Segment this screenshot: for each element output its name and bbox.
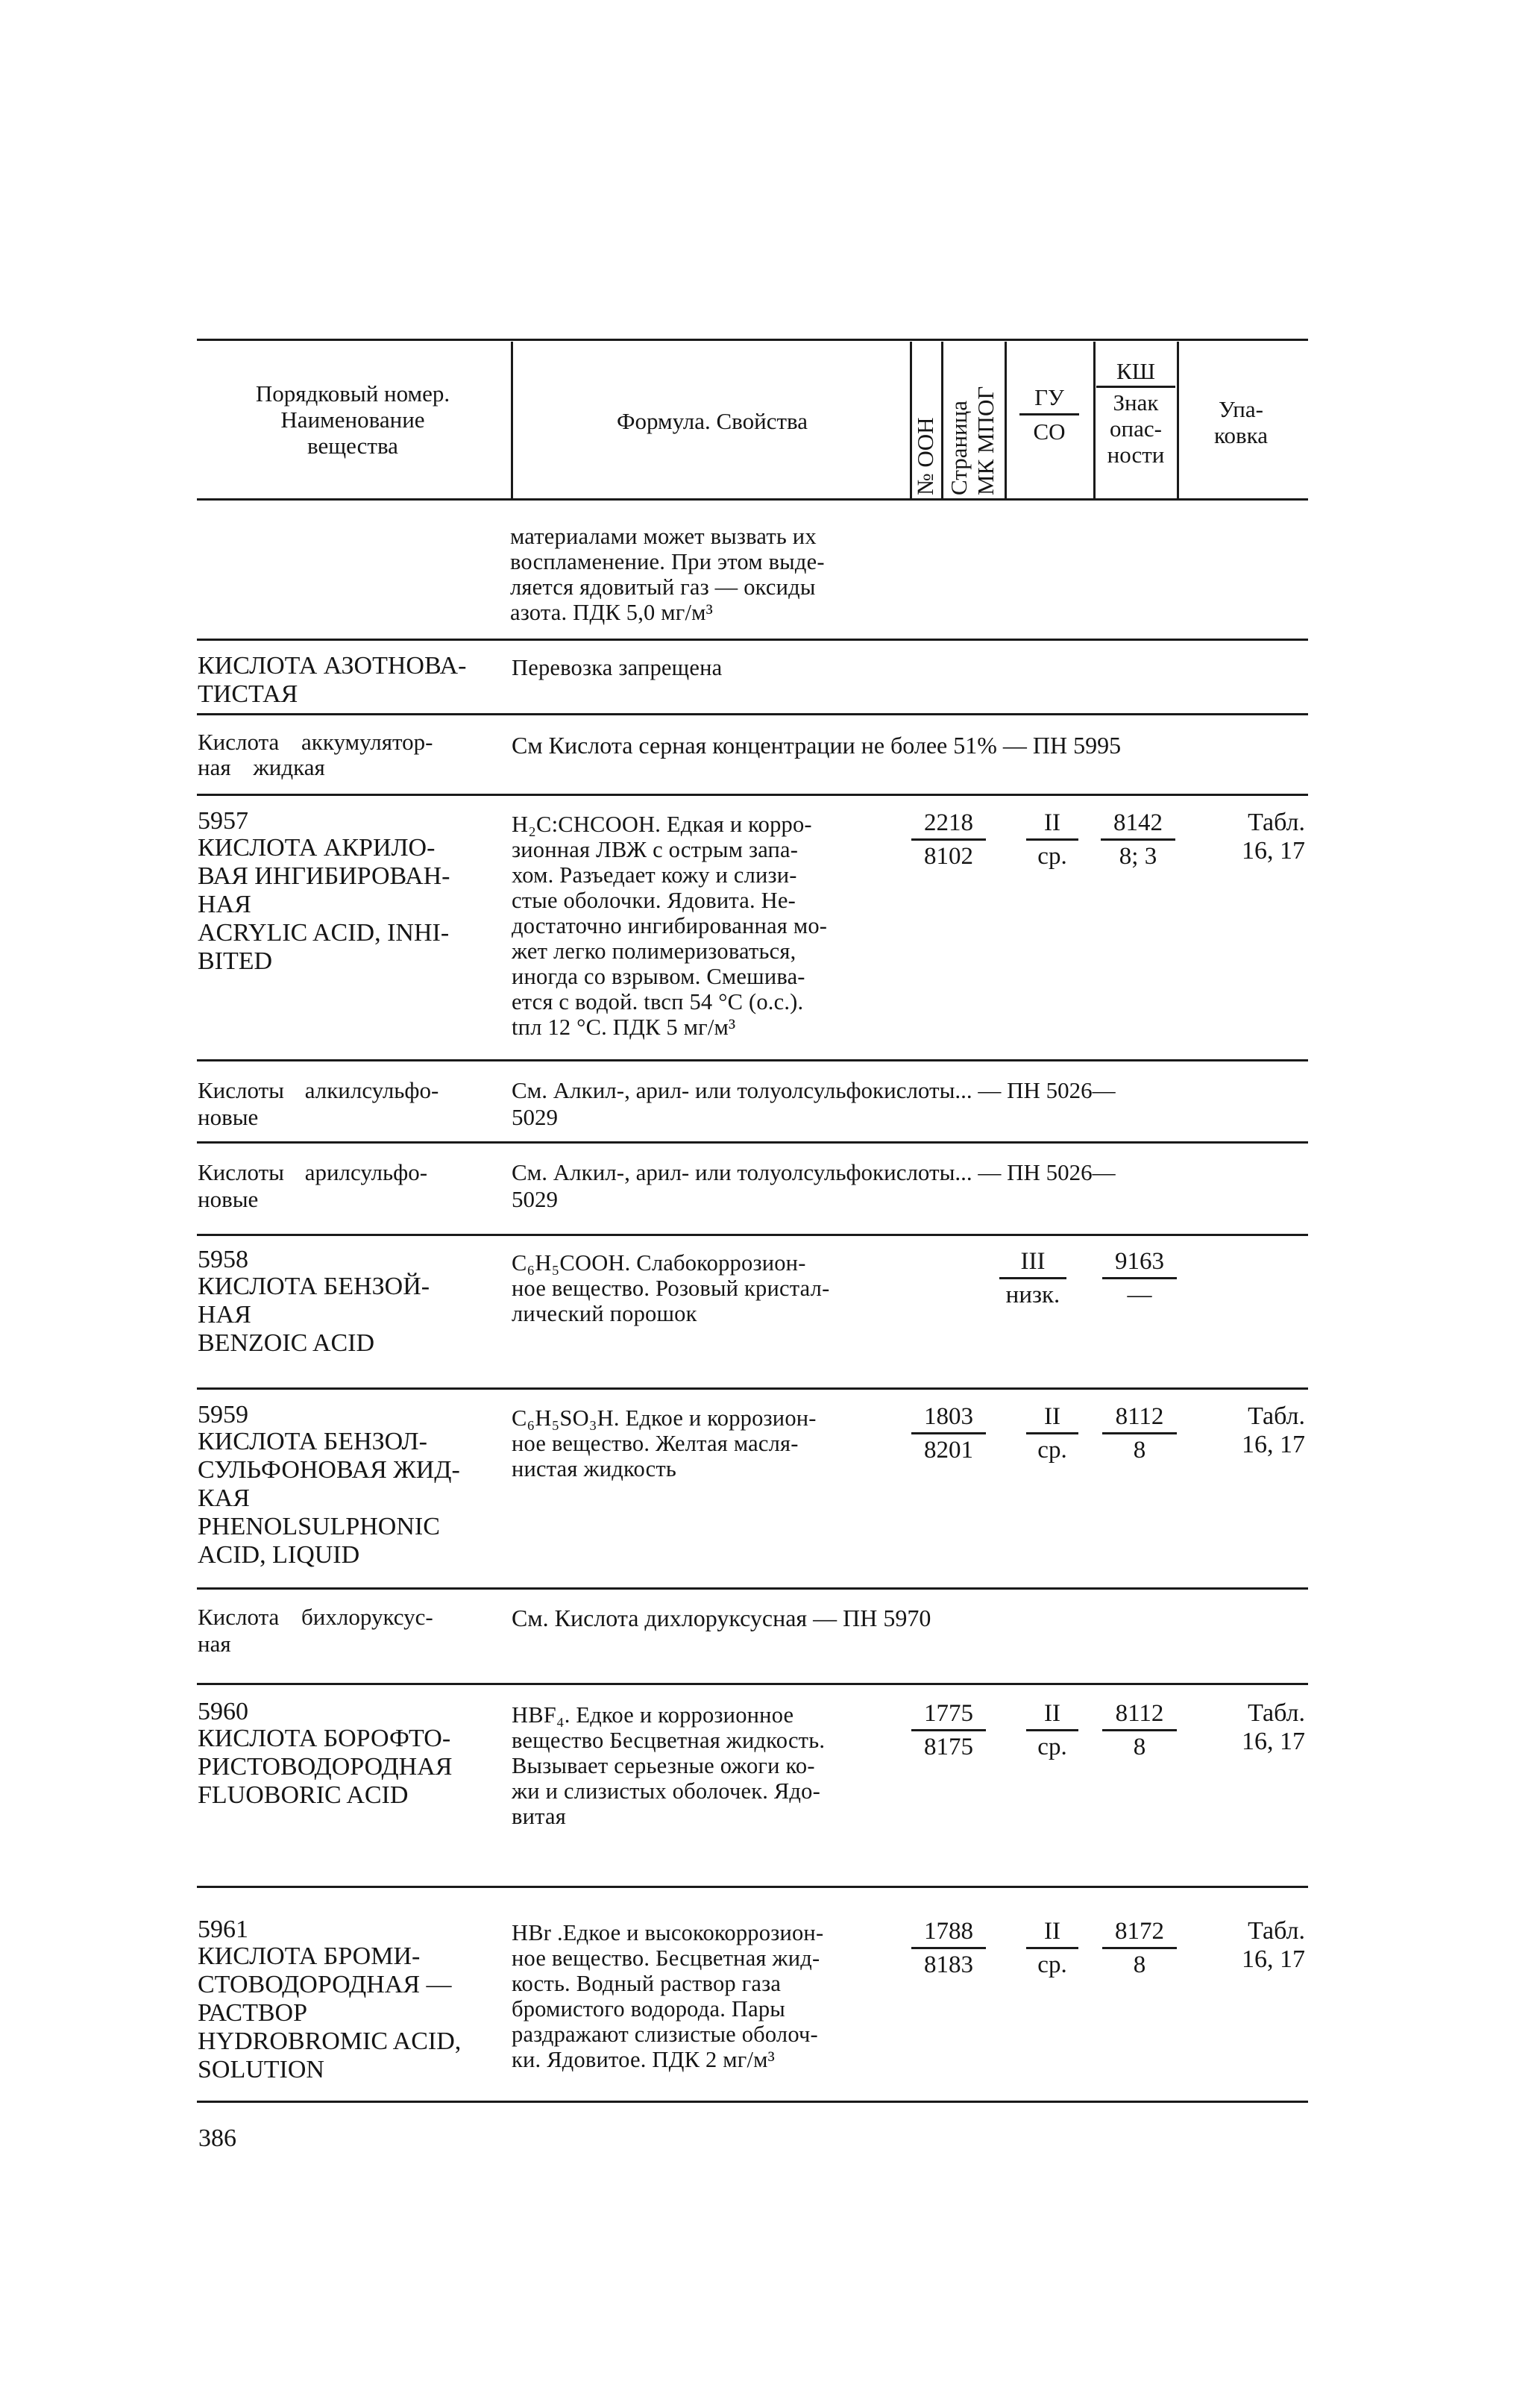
header-col-name: Порядковый номер. Наименование вещества	[255, 380, 450, 459]
header-divider	[1093, 342, 1096, 498]
gu-co-fraction	[1026, 809, 1078, 871]
danger-sign: 8	[1133, 1951, 1146, 1978]
gu-co-fraction	[999, 1247, 1066, 1309]
entry-name: Кислота бихлоруксус- ная	[198, 1604, 433, 1657]
entry-rule	[197, 639, 1308, 641]
header-top-rule	[197, 339, 1308, 341]
entry-name: Кислоты алкилсульфо- новые	[198, 1077, 439, 1130]
entry-properties: Перевозка запрещена	[512, 655, 723, 680]
header-divider	[1005, 342, 1007, 498]
header-col-page: Страница МК МПОГ	[946, 386, 999, 495]
co-value: ср.	[1037, 1951, 1067, 1978]
gu-value: II	[1026, 1917, 1078, 1949]
ksh-value: 8142	[1101, 809, 1175, 841]
entry-name: Кислоты арилсульфо- новые	[198, 1159, 428, 1212]
entry-name: КИСЛОТА БЕНЗОЛ- СУЛЬФОНОВАЯ ЖИД- КАЯ PHENOLSULPHONIC ACID, LIQUID	[198, 1428, 460, 1569]
entry-name: КИСЛОТА БЕНЗОЙ- НАЯ BENZOIC ACID	[198, 1273, 430, 1357]
header-bottom-rule	[197, 498, 1308, 501]
page-number: 386	[198, 2124, 236, 2152]
entry-properties: HBr .Едкое и высококоррозион- ное вещество. Бесцветная жид- кость. Водный раствор газа бромистого водорода. Пары раздражают слизистые оболоч- ки. Ядовитое. ПДК 2 мг/м³	[512, 1920, 824, 2072]
un-number: 1803	[911, 1402, 986, 1434]
un-page-fraction	[911, 1699, 986, 1761]
header-col-pack: Упа- ковка	[1214, 396, 1268, 448]
un-number: 1775	[911, 1699, 986, 1731]
ksh-sign-fraction	[1102, 1247, 1177, 1309]
header-col-ksh-top: КШ	[1096, 358, 1175, 388]
entry-properties: C₆H₅COOH. Слабокоррозион- ное вещество. Розовый кристал- лический порошок	[512, 1250, 830, 1326]
co-value: низк.	[1005, 1282, 1060, 1308]
gu-value: II	[1026, 1402, 1078, 1434]
packing-ref: Табл. 16, 17	[1242, 1699, 1305, 1755]
header-col-gu-bottom: СО	[1033, 418, 1066, 445]
co-value: ср.	[1037, 843, 1067, 870]
gu-value: III	[999, 1247, 1066, 1279]
ksh-sign-fraction	[1102, 1402, 1177, 1464]
header-col-gu-top: ГУ	[1019, 384, 1079, 415]
packing-ref: Табл. 16, 17	[1242, 1917, 1305, 1973]
ksh-value: 8112	[1102, 1699, 1177, 1731]
entry-rule	[197, 1886, 1308, 1888]
entry-rule	[197, 794, 1308, 796]
danger-sign: 8	[1133, 1734, 1146, 1760]
co-value: ср.	[1037, 1437, 1067, 1464]
ksh-sign-fraction	[1101, 809, 1175, 871]
ksh-sign-fraction	[1102, 1917, 1177, 1979]
entry-properties: HBF₄. Едкое и коррозионное вещество Бесцветная жидкость. Вызывает серьезные ожоги ко- жи и слизистых оболочек. Ядо- витая	[512, 1702, 826, 1829]
header-divider	[511, 342, 513, 498]
entry-rule	[197, 1683, 1308, 1685]
gu-value: II	[1026, 1699, 1078, 1731]
entry-name: КИСЛОТА БОРОФТО- РИСТОВОДОРОДНАЯ FLUOBORIC ACID	[198, 1725, 453, 1809]
gu-co-fraction	[1026, 1917, 1078, 1979]
entry-number: 5958	[198, 1246, 248, 1273]
page-bottom-rule	[197, 2101, 1308, 2103]
header-divider	[1177, 342, 1179, 498]
gu-value: II	[1026, 809, 1078, 841]
danger-sign: 8; 3	[1119, 843, 1157, 870]
header-col-gu	[1008, 384, 1090, 445]
entry-number: 5959	[198, 1401, 248, 1428]
entry-rule	[197, 1141, 1308, 1144]
ksh-sign-fraction	[1102, 1699, 1177, 1761]
entry-properties: См. Кислота дихлоруксусная — ПН 5970	[512, 1605, 931, 1631]
header-divider	[941, 342, 943, 498]
entry-rule	[197, 713, 1308, 715]
entry-properties: C₆H₅SO₃H. Едкое и коррозион- ное вещество. Желтая масля- нистая жидкость	[512, 1405, 817, 1481]
entry-number: 5957	[198, 807, 248, 835]
header-col-formula: Формула. Свойства	[617, 408, 808, 434]
entry-name: КИСЛОТА БРОМИ- СТОВОДОРОДНАЯ — РАСТВОР HYDROBROMIC ACID, SOLUTION	[198, 1942, 462, 2083]
entry-name: Кислота аккумулятор- ная жидкая	[198, 729, 433, 780]
gu-co-fraction	[1026, 1402, 1078, 1464]
co-value: ср.	[1037, 1734, 1067, 1760]
ksh-value: 8112	[1102, 1402, 1177, 1434]
gu-co-fraction	[1026, 1699, 1078, 1761]
entry-rule	[197, 1387, 1308, 1390]
entry-rule	[197, 1234, 1308, 1236]
entry-name: КИСЛОТА АКРИЛО- ВАЯ ИНГИБИРОВАН- НАЯ ACRYLIC ACID, INHI- BITED	[198, 834, 450, 975]
danger-sign: —	[1127, 1282, 1152, 1308]
entry-properties: См Кислота серная концентрации не более 51% — ПН 5995	[512, 732, 1122, 759]
entry-rule	[197, 1059, 1308, 1061]
mk-page: 8201	[924, 1437, 973, 1464]
entry-rule	[197, 1587, 1308, 1590]
mk-page: 8175	[924, 1734, 973, 1760]
header-col-un: № ООН	[912, 417, 938, 495]
entry-number: 5960	[198, 1698, 248, 1725]
header-col-ksh-bottom: Знак опас- ности	[1107, 389, 1165, 468]
entry-number: 5961	[198, 1916, 248, 1943]
mk-page: 8102	[924, 843, 973, 870]
header-col-ksh	[1096, 358, 1175, 468]
ksh-value: 9163	[1102, 1247, 1177, 1279]
danger-sign: 8	[1133, 1437, 1146, 1464]
un-page-fraction	[911, 1402, 986, 1464]
un-number: 2218	[911, 809, 986, 841]
entry-name: КИСЛОТА АЗОТНОВА- ТИСТАЯ	[198, 652, 467, 708]
continuation-text: материалами может вызвать их воспламенение. При этом выде- ляется ядовитый газ — оксиды азота. ПДК 5,0 мг/м³	[510, 524, 825, 625]
ksh-value: 8172	[1102, 1917, 1177, 1949]
mk-page: 8183	[924, 1951, 973, 1978]
un-page-fraction	[911, 809, 986, 871]
packing-ref: Табл. 16, 17	[1242, 1402, 1305, 1458]
entry-properties: См. Алкил-, арил- или толуолсульфокислоты... — ПН 5026— 5029	[512, 1077, 1116, 1130]
entry-properties: См. Алкил-, арил- или толуолсульфокислоты... — ПН 5026— 5029	[512, 1159, 1116, 1212]
un-page-fraction	[911, 1917, 986, 1979]
entry-properties: H₂C:CHCOOH. Едкая и корро- зионная ЛВЖ с острым запа- хом. Разъедает кожу и слизи- стые оболочки. Ядовита. Не- достаточно ингибированная мо- жет легко полимеризоваться, иногда со взрывом. Смешива- ется с водой. tвсп 54 °C (о.с.). tпл 12 °C. ПДК 5 мг/м³	[512, 812, 828, 1040]
packing-ref: Табл. 16, 17	[1242, 809, 1305, 865]
un-number: 1788	[911, 1917, 986, 1949]
